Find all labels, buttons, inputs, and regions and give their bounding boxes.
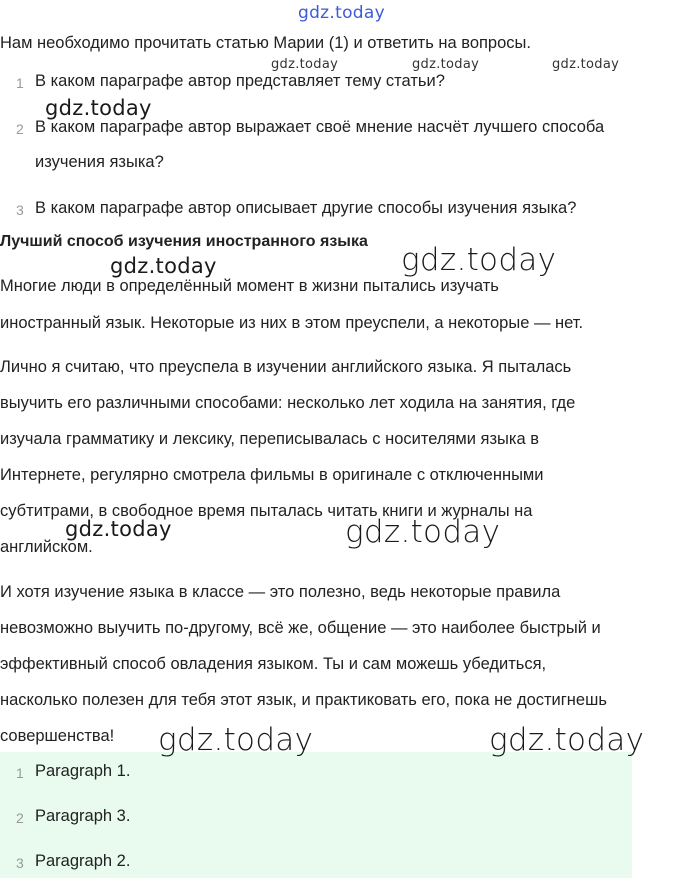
- question-number: 2: [16, 121, 24, 137]
- question-number: 3: [16, 202, 24, 218]
- paragraph-line: совершенства!: [0, 727, 115, 745]
- paragraph-line: изучала грамматику и лексику, переписывалась с носителями языка в: [0, 430, 540, 448]
- watermark-small-2: gdz.today: [412, 57, 480, 72]
- question-text: В каком параграфе автор представляет тему статьи?: [35, 72, 445, 90]
- answer-text: Paragraph 2.: [35, 852, 131, 870]
- watermark-small-1: gdz.today: [271, 57, 339, 72]
- answer-number: 2: [16, 810, 24, 826]
- paragraph-line: субтитрами, в свободное время пыталась читать книги и журналы на: [0, 502, 533, 520]
- intro-text: Нам необходимо прочитать статью Марии (1) и ответить на вопросы.: [0, 34, 531, 52]
- paragraph-line: английском.: [0, 538, 93, 556]
- watermark-large-3: gdz.today: [158, 722, 314, 758]
- answer-text: Paragraph 1.: [35, 762, 131, 780]
- paragraph-line: И хотя изучение языка в классе — это полезно, ведь некоторые правила: [0, 583, 561, 601]
- article-title: Лучший способ изучения иностранного языка: [0, 233, 368, 250]
- watermark-top: gdz.today: [298, 3, 385, 23]
- answer-number: 1: [16, 765, 24, 781]
- watermark-large-4: gdz.today: [489, 722, 645, 758]
- watermark-medium-1: gdz.today: [45, 96, 152, 120]
- watermark-medium-2: gdz.today: [110, 254, 217, 278]
- paragraph-line: Лично я считаю, что преуспела в изучении английского языка. Я пыталась: [0, 358, 572, 376]
- question-text: В каком параграфе автор выражает своё мнение насчёт лучшего способа: [35, 118, 605, 136]
- paragraph-line: выучить его различными способами: несколько лет ходила на занятия, где: [0, 394, 576, 412]
- watermark-large-1: gdz.today: [401, 242, 557, 278]
- paragraph-line: невозможно выучить по-другому, всё же, общение — это наиболее быстрый и: [0, 619, 601, 637]
- question-number: 1: [16, 75, 24, 91]
- paragraph-line: Многие люди в определённый момент в жизни пытались изучать: [0, 277, 499, 295]
- watermark-large-2: gdz.today: [345, 514, 501, 550]
- paragraph-line: насколько полезен для тебя этот язык, и практиковать его, пока не достигнешь: [0, 691, 607, 709]
- paragraph-line: Интернете, регулярно смотрела фильмы в оригинале с отключенными: [0, 466, 544, 484]
- question-text: В каком параграфе автор описывает другие способы изучения языка?: [35, 199, 577, 217]
- watermark-medium-3: gdz.today: [65, 517, 172, 541]
- paragraph-line: эффективный способ овладения языком. Ты и сам можешь убедиться,: [0, 655, 547, 673]
- paragraph-line: иностранный язык. Некоторые из них в этом преуспели, а некоторые — нет.: [0, 314, 584, 332]
- answers-block: [0, 752, 632, 878]
- watermark-small-3: gdz.today: [552, 57, 620, 72]
- answer-text: Paragraph 3.: [35, 807, 131, 825]
- answer-number: 3: [16, 855, 24, 871]
- question-text-continued: изучения языка?: [35, 153, 164, 171]
